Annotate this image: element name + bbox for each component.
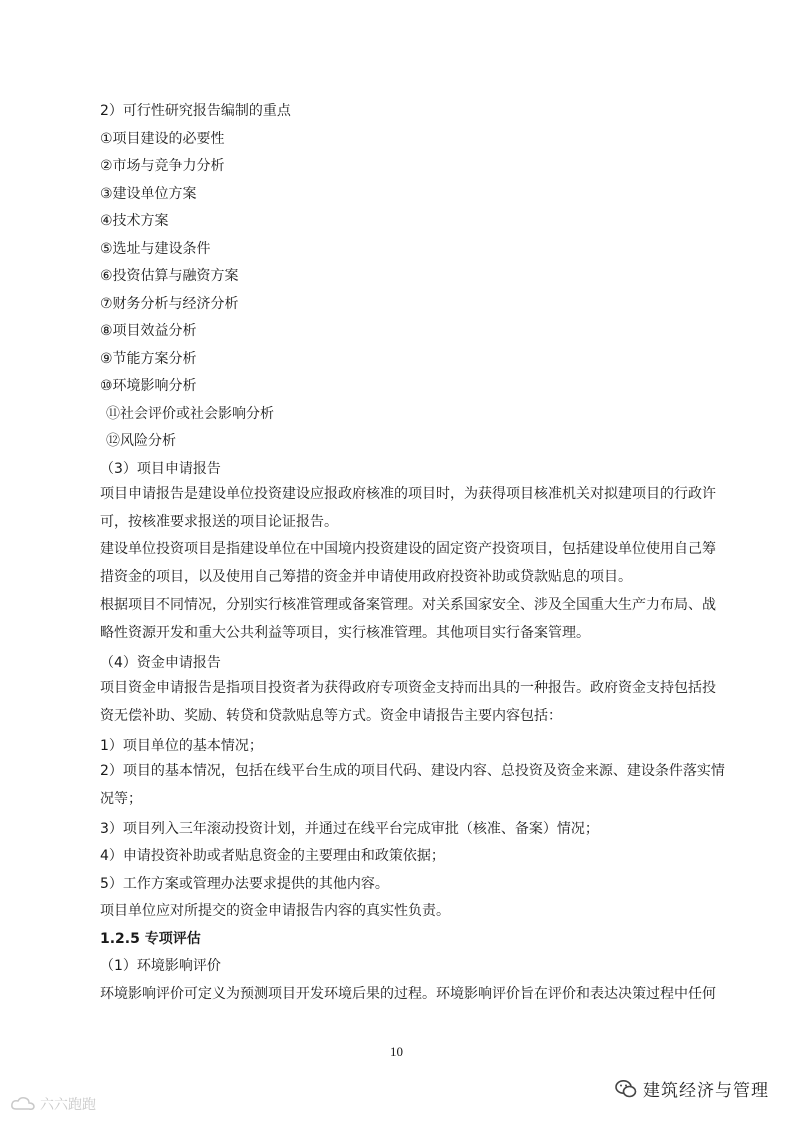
list-item: ⑧项目效益分析 [100,323,197,339]
paragraph: 环境影响评价可定义为预测项目开发环境后果的过程。环境影响评价旨在评价和表达决策过程中任何 [100,986,716,1002]
paragraph: 建设单位投资项目是指建设单位在中国境内投资建设的固定资产投资项目，包括建设单位使用自己筹措资金的项目，以及使用自己筹措的资金并申请使用政府投资补助或贷款贴息的项目。 [100,541,716,585]
brand-watermark [615,1076,769,1101]
list-item: 1）项目单位的基本情况； [100,738,263,754]
sub-heading: （1）环境影响评价 [100,958,221,974]
wechat-icon [615,1079,637,1099]
brand-name: 建筑经济与管理 [643,1081,769,1101]
page-number: 10 [390,1044,403,1059]
cloud-logo-icon [10,1096,36,1112]
corner-watermark [10,1094,96,1114]
list-item: ③建设单位方案 [100,186,197,202]
list-item: 2）项目的基本情况，包括在线平台生成的项目代码、建设内容、总投资及资金来源、建设条件落实情况等； [100,763,725,807]
list-item: ⑫风险分析 [106,433,176,449]
list-item: 3）项目列入三年滚动投资计划，并通过在线平台完成审批（核准、备案）情况； [100,821,599,837]
list-item: ④技术方案 [100,213,169,229]
paragraph: 根据项目不同情况，分别实行核准管理或备案管理。对关系国家安全、涉及全国重大生产力布局、战略性资源开发和重大公共利益等项目，实行核准管理。其他项目实行备案管理。 [100,597,716,641]
corner-watermark-text: 六六跑跑 [40,1097,96,1113]
list-item: ⑩环境影响分析 [100,378,197,394]
list-item: ⑦财务分析与经济分析 [100,296,239,312]
list-item: ①项目建设的必要性 [100,131,225,147]
list-item: ②市场与竞争力分析 [100,158,225,174]
list-item: ⑥投资估算与融资方案 [100,268,239,284]
list-item: ⑤选址与建设条件 [100,241,211,257]
list-heading-feasibility: 2）可行性研究报告编制的重点 [100,103,291,119]
list-item: ⑨节能方案分析 [100,351,197,367]
list-item: ⑪社会评价或社会影响分析 [106,406,274,422]
paragraph: 项目资金申请报告是指项目投资者为获得政府专项资金支持而出具的一种报告。政府资金支持包括投资无偿补助、奖励、转贷和贷款贴息等方式。资金申请报告主要内容包括： [100,680,716,724]
paragraph: 项目单位应对所提交的资金申请报告内容的真实性负责。 [100,903,450,919]
section-heading-project-application: （3）项目申请报告 [100,461,221,477]
section-heading-fund-application: （4）资金申请报告 [100,655,221,671]
list-item: 4）申请投资补助或者贴息资金的主要理由和政策依据； [100,848,445,864]
section-title: 1.2.5 专项评估 [100,931,201,947]
list-item: 5）工作方案或管理办法要求提供的其他内容。 [100,876,389,892]
paragraph: 项目申请报告是建设单位投资建设应报政府核准的项目时，为获得项目核准机关对拟建项目的行政许可，按核准要求报送的项目论证报告。 [100,486,716,530]
